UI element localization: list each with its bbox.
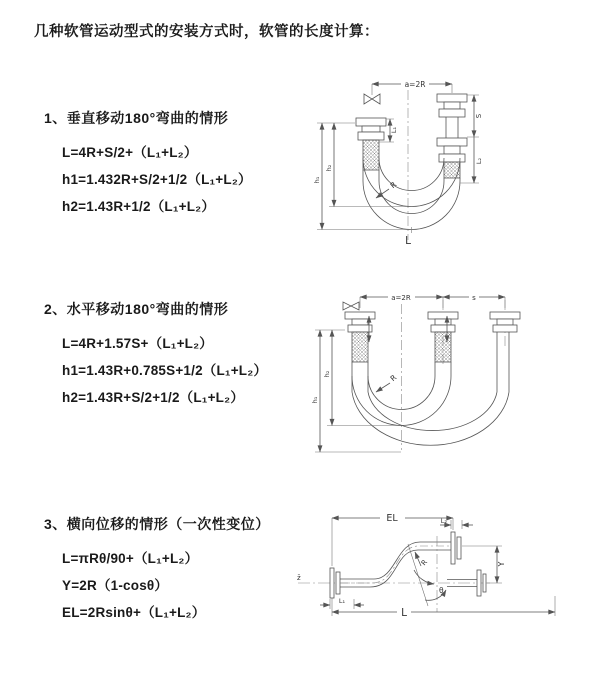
dim-label-l1: L₁ [390, 126, 398, 134]
right-fitting-lower [437, 138, 467, 162]
top-right-flange [451, 532, 461, 564]
braided-hose-left [352, 332, 368, 362]
formula-h1: h1=1.43R+0.785S+1/2（L₁+L₂） [62, 363, 268, 378]
dim-label-y: Y [497, 561, 506, 567]
formula-l: L=4R+1.57S+（L₁+L₂） [62, 336, 213, 351]
dimension-a2r [360, 292, 505, 308]
dim-label-l: L [405, 235, 411, 247]
formula-h2: h2=1.43R+S/2+1/2（L₁+L₂） [62, 390, 245, 405]
angle-construction [408, 536, 446, 612]
dim-label-h1: h₁ [311, 396, 319, 404]
formula-h2: h2=1.43R+1/2（L₁+L₂） [62, 199, 216, 214]
dim-label-s: s [472, 294, 476, 302]
vertical-180-bend-diagram [308, 66, 568, 251]
dimension-s [443, 292, 505, 302]
left-flange [330, 568, 340, 598]
section-1-heading: 1、垂直移动180°弯曲的情形 [44, 110, 229, 126]
dim-label-l2: L₂ [475, 157, 483, 165]
right-fitting [490, 312, 520, 332]
dim-label-l1: L₁ [338, 597, 346, 605]
right-fitting-upper [437, 94, 467, 138]
radius-label: R [419, 558, 430, 568]
lateral-displacement-diagram [294, 506, 600, 638]
middle-fitting [428, 312, 458, 332]
braided-hose-right [444, 162, 460, 178]
section-horizontal-movement [44, 299, 267, 411]
dimension-l [332, 596, 555, 619]
radius-callout [415, 552, 429, 567]
page-title: 几种软管运动型式的安装方式时，软管的长度计算： [34, 24, 379, 40]
formula-l: L=4R+S/2+（L₁+L₂） [62, 145, 198, 160]
dimension-a2r [372, 79, 452, 95]
dim-label-h2: h₂ [323, 370, 331, 378]
datum-mark: z̄ [297, 574, 301, 582]
dimension-l2 [440, 517, 473, 529]
dim-label-s: S [475, 113, 483, 119]
formula-h1: h1=1.432R+S/2+1/2（L₁+L₂） [62, 172, 252, 187]
dim-label-a2r: a=2R [391, 294, 411, 302]
dim-label-l2: L₂ [440, 517, 447, 525]
dim-label-h2: h₂ [325, 164, 333, 172]
section-lateral-displacement [44, 514, 270, 626]
horizontal-180-bend-diagram [306, 282, 596, 457]
formula-y: Y=2R（1-cosθ） [62, 578, 169, 593]
dimension-l1 [320, 597, 364, 609]
dim-label-a2r: a=2R [404, 80, 426, 89]
angle-label-theta: θ [439, 586, 444, 595]
radius-label: R [388, 179, 399, 191]
braided-hose-middle [435, 332, 451, 362]
valve-icon [343, 302, 359, 310]
radius-label: R [388, 372, 399, 384]
hose-s-curve [340, 542, 477, 587]
dimension-s [467, 95, 483, 137]
left-fitting [356, 118, 386, 140]
dim-label-l: L [401, 607, 407, 619]
section-2-heading: 2、水平移动180°弯曲的情形 [44, 301, 229, 317]
radius-callout [376, 373, 398, 392]
dimension-el [332, 511, 453, 566]
formula-el: EL=2Rsinθ+（L₁+L₂） [62, 605, 206, 620]
valve-icon [364, 94, 380, 104]
braided-hose-left [363, 140, 379, 170]
dim-label-h1: h₁ [313, 176, 321, 184]
formula-l: L=πRθ/90+（L₁+L₂） [62, 551, 199, 566]
hose-u-bend [352, 332, 509, 445]
section-vertical-movement [44, 108, 252, 220]
dim-label-el: EL [386, 513, 398, 524]
section-3-heading: 3、横向位移的情形（一次性变位） [44, 516, 270, 532]
left-fitting [345, 312, 375, 332]
